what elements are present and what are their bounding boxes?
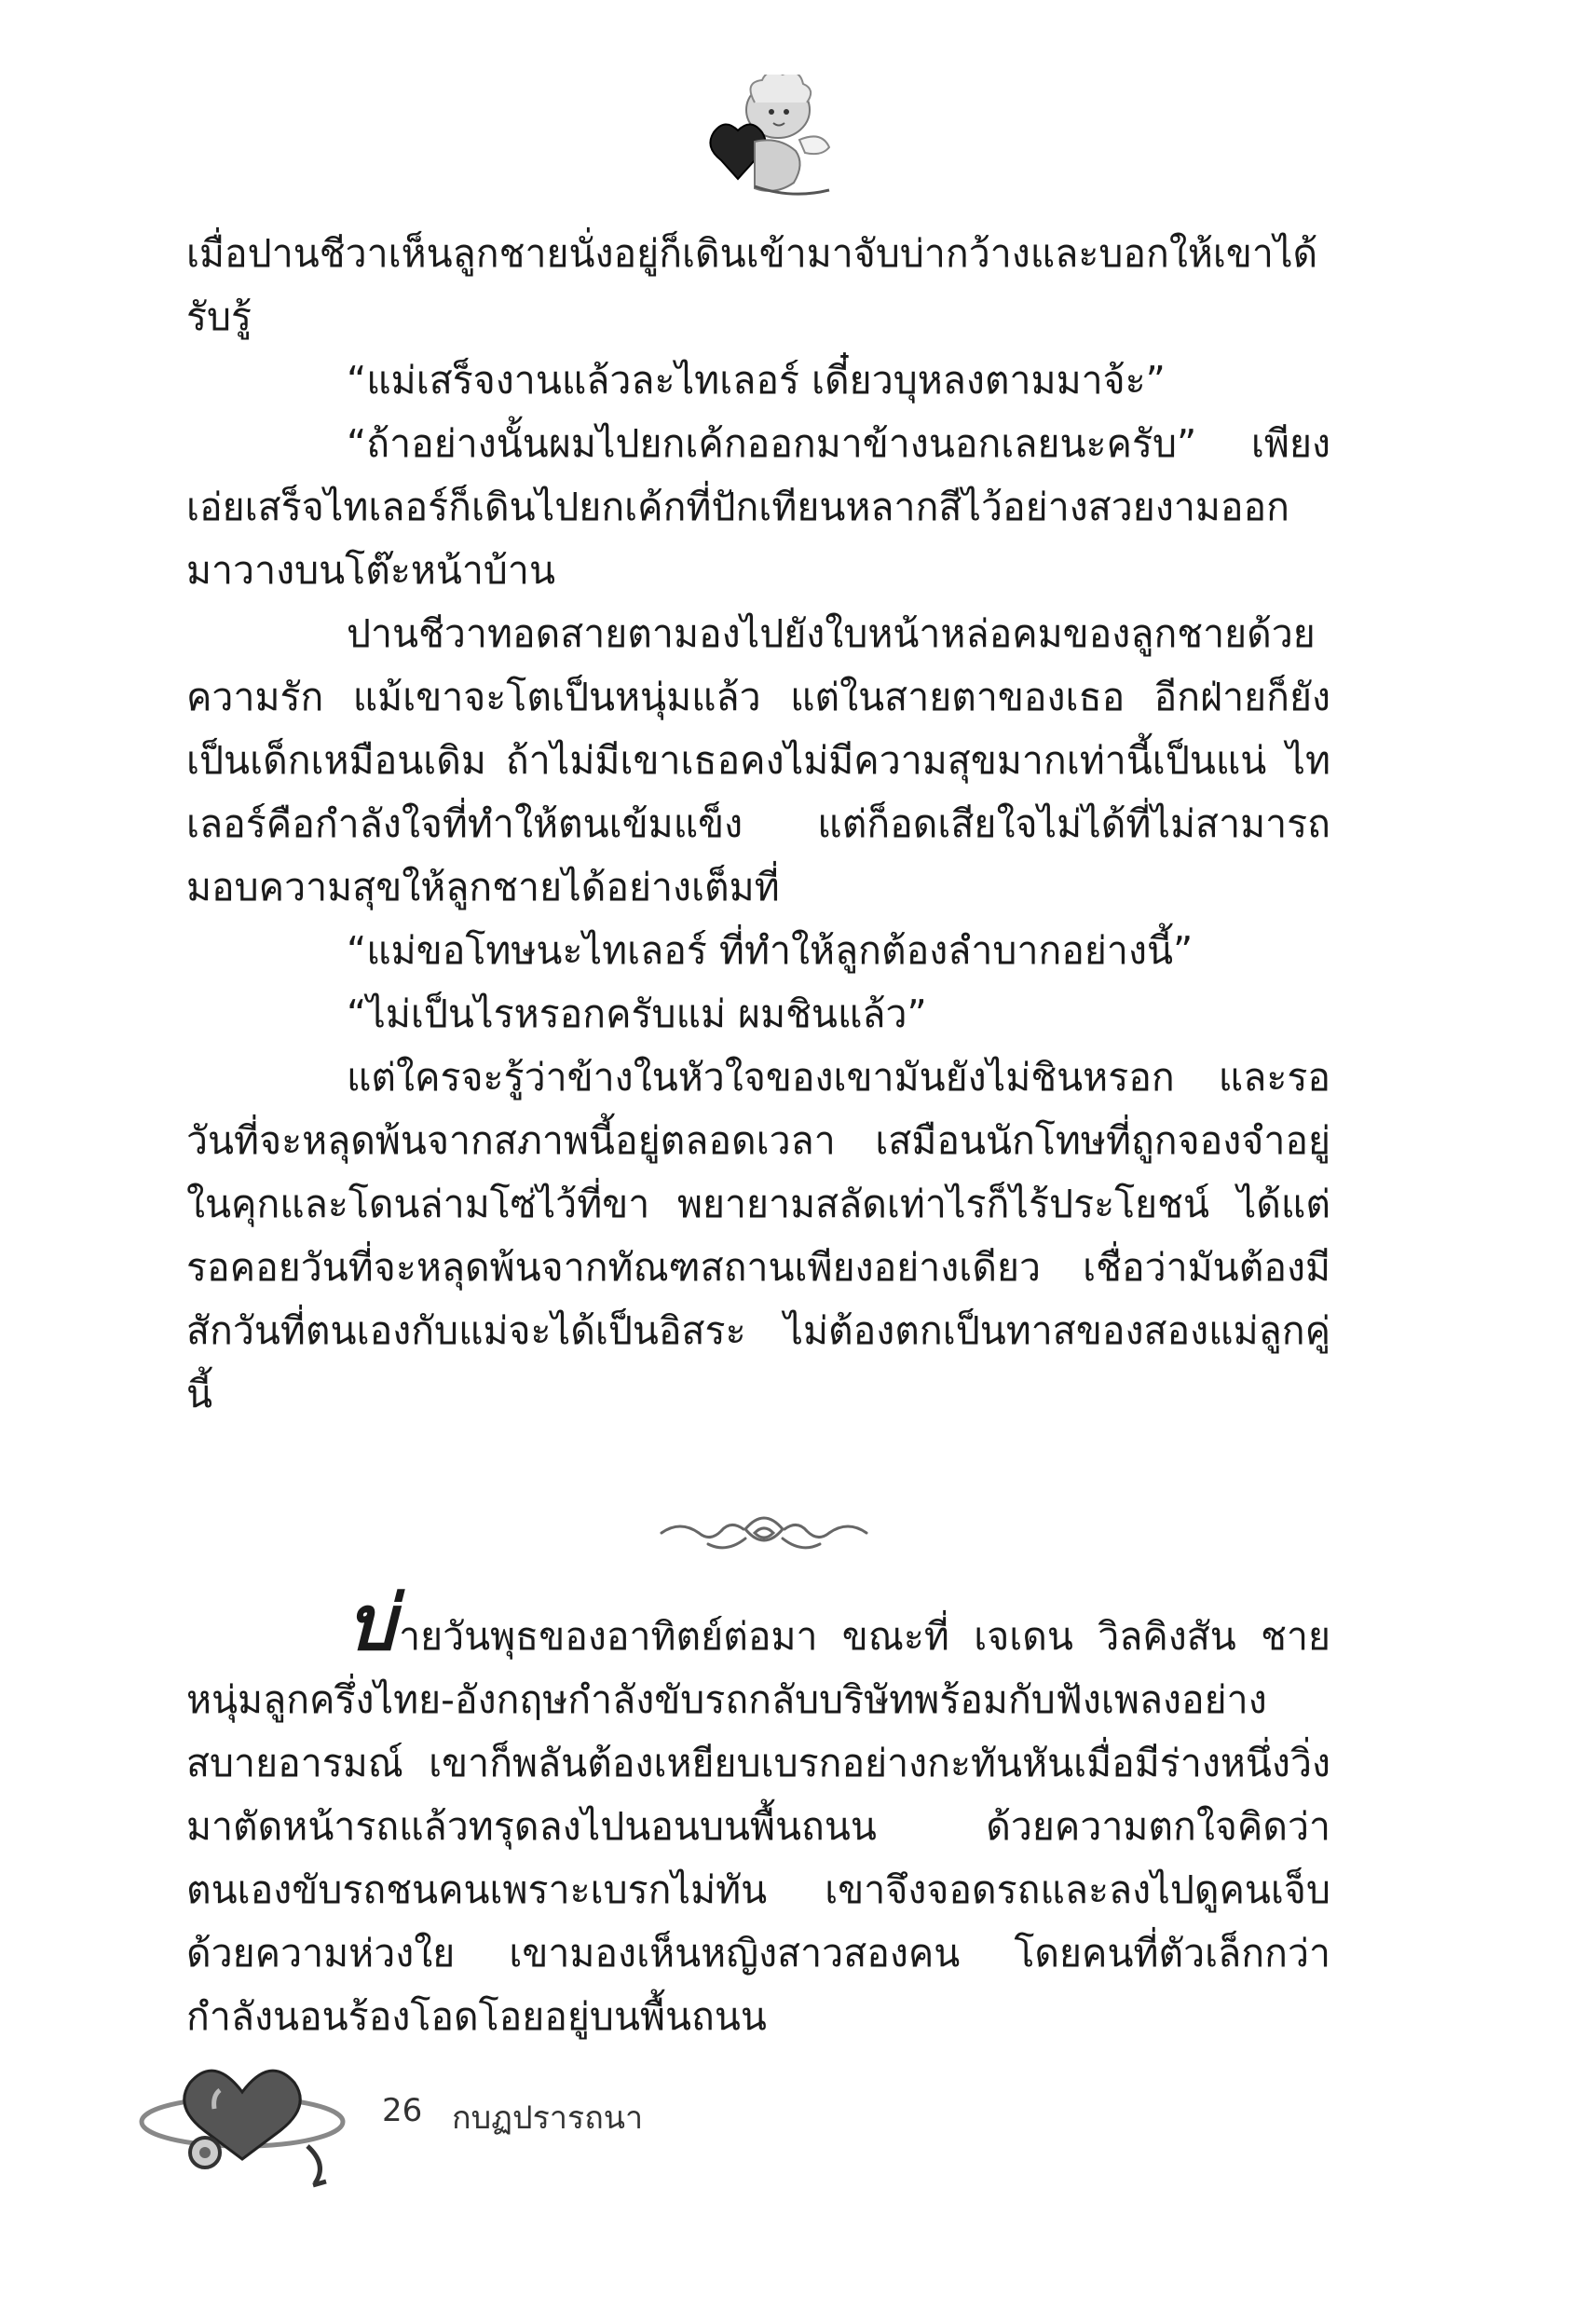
ornament-divider-icon [652,1505,876,1561]
page-number: 26 [382,2092,423,2129]
paragraph: “ไม่เป็นไรหรอกครับแม่ ผมชินแล้ว” [347,991,927,1036]
paragraph: “แม่ขอโทษนะไทเลอร์ ที่ทำให้ลูกต้องลำบากอย่างนี้” [347,928,1194,973]
paragraph: ายวันพุธของอาทิตย์ต่อมา ขณะที่ เจเดน วิลคิงสัน ชายหนุ่มลูกครึ่งไทย-อังกฤษกำลังขับรถกลับบริษัทพร้อมกับฟังเพลงอย่างสบายอารมณ์ เขาก็พลันต้องเหยียบเบรกอย่างกะทันหันเมื่อมีร่างหนึ่งวิ่งมาตัดหน้ารถแล้วทรุดลงไปนอนบนพื้นถนน ด้วยความตกใจคิดว่าตนเองขับรถชนคนเพราะเบรกไม่ทัน เขาจึงจอดรถและลงไปดูคนเจ็บด้วยความห่วงใย เขามองเห็นหญิงสาวสองคน โดยคนที่ตัวเล็กกว่ากำลังนอนร้องโอดโอยอยู่บนพื้นถนน [186,1614,1330,2039]
body-text-section-1 [186,222,1330,1426]
page-footer [130,2036,689,2195]
drop-cap: บ่ [347,1579,396,1668]
paragraph: “ถ้าอย่างนั้นผมไปยกเค้กออกมาข้างนอกเลยนะครับ” เพียงเอ่ยเสร็จไทเลอร์ก็เดินไปยกเค้กที่ปักเทียนหลากสีไว้อย่างสวยงามออกมาวางบนโต๊ะหน้าบ้าน [186,421,1330,593]
paragraph: ปานชีวาทอดสายตามองไปยังใบหน้าหล่อคมของลูกชายด้วยความรัก แม้เขาจะโตเป็นหนุ่มแล้ว แต่ในสายตาของเธอ อีกฝ่ายก็ยังเป็นเด็กเหมือนเดิม ถ้าไม่มีเขาเธอคงไม่มีความสุขมากเท่านี้เป็นแน่ ไทเลอร์คือกำลังใจที่ทำให้ตนเข้มแข็ง แต่ก็อดเสียใจไม่ได้ที่ไม่สามารถมอบความสุขให้ลูกชายได้อย่างเต็มที่ [186,611,1330,909]
cupid-heart-icon [689,75,839,205]
body-text-section-2 [186,1579,1330,2048]
paragraph-with-dropcap [186,1579,1330,2048]
heart-stethoscope-icon [130,2036,363,2195]
paragraph: แต่ใครจะรู้ว่าข้างในหัวใจของเขามันยังไม่ชินหรอก และรอวันที่จะหลุดพ้นจากสภาพนี้อยู่ตลอดเวลา เสมือนนักโทษที่ถูกจองจำอยู่ในคุกและโดนล่ามโซ่ไว้ที่ขา พยายามสลัดเท่าไรก็ไร้ประโยชน์ ได้แต่รอคอยวันที่จะหลุดพ้นจากทัณฑสถานเพียงอย่างเดียว เชื่อว่ามันต้องมีสักวันที่ตนเองกับแม่จะได้เป็นอิสระ ไม่ต้องตกเป็นทาสของสองแม่ลูกคู่นี้ [186,1055,1330,1416]
paragraph: “แม่เสร็จงานแล้วละไทเลอร์ เดี๋ยวบุหลงตามมาจ้ะ” [347,358,1166,403]
paragraph: เมื่อปานชีวาเห็นลูกชายนั่งอยู่ก็เดินเข้ามาจับบ่ากว้างและบอกให้เขาได้รับรู้ [186,231,1318,339]
running-title: กบฏปรารถนา [452,2099,644,2137]
